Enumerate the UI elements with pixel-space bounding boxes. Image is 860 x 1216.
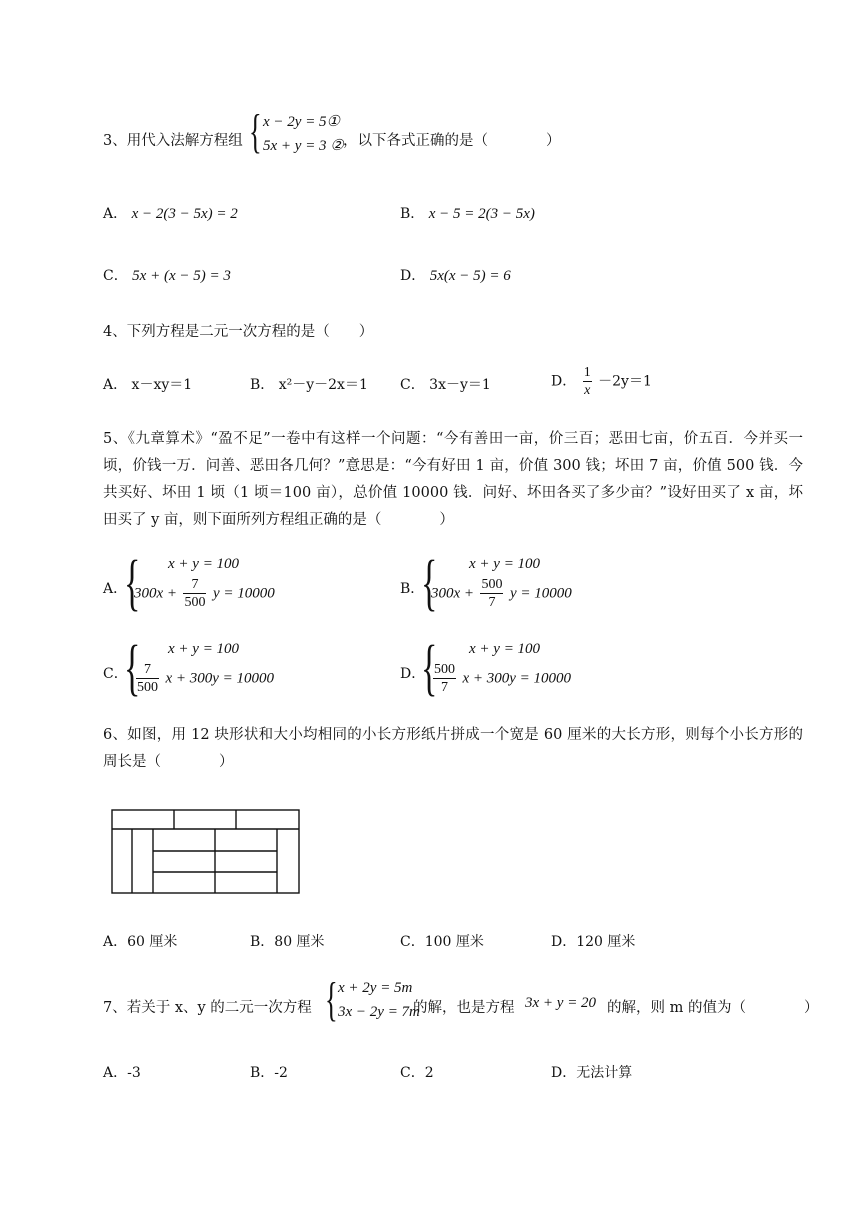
q5-option-d-system [421,634,601,702]
q7-stem-mid: 的解，也是方程 [413,1000,515,1016]
eq-top: x + y = 100 [469,556,541,572]
brace: { [421,634,438,702]
q7-stem-suffix: 的解，则 m 的值为（ ） [607,1000,819,1016]
fraction [583,364,592,399]
denominator: 7 [488,595,496,610]
eq-bottom [134,576,275,611]
numerator: 500 [434,662,455,677]
option-expr: 5x + (x − 5) = 3 [132,268,231,284]
q5-option-a-label: A． [103,581,128,597]
numerator: 7 [183,576,206,594]
option-rest: －2y＝1 [598,373,652,390]
q7-eq2: 3x − 2y = 7m [338,1004,420,1020]
fraction [433,661,456,696]
fraction [136,661,159,696]
option-label: B． [400,206,425,222]
q6-rectangle-figure [110,808,302,896]
q6-option-d: D．120 厘米 [551,934,636,950]
eq-bottom [431,661,571,696]
q7-brace: { [325,973,338,1026]
q3-eq2: 5x + y = 3 ② [263,138,344,154]
eq-pre: 300x + [134,585,178,602]
eq-bottom [431,576,572,611]
q3-option-d [400,265,511,285]
fraction [480,576,503,611]
q6-option-a: A．60 厘米 [103,934,178,950]
eq-top: x + y = 100 [469,641,541,657]
q3-stem-suffix: ，以下各式正确的是（ ） [343,133,561,149]
option-label: D． [400,268,426,284]
numerator: 1 [583,365,591,380]
q3-option-a [103,203,238,223]
eq-post: x + 300y = 10000 [165,670,275,687]
q5-option-b-system [421,549,601,617]
denominator: 500 [184,595,206,610]
q3-eq1: x − 2y = 5① [263,114,341,130]
eq-top: x + y = 100 [168,641,240,657]
denominator: 7 [441,680,448,695]
q3-stem-prefix: 3、用代入法解方程组 [103,133,243,149]
eq-post: x + 300y = 10000 [462,670,572,687]
q7-option-b: B．-2 [250,1065,288,1081]
q4-option-b: B． x²－y－2x＝1 [250,377,368,393]
q7-equation-system [325,973,425,1028]
q7-option-a: A．-3 [103,1065,141,1081]
option-label: A． [103,206,128,222]
brace: { [124,549,141,617]
option-expr: x − 5 = 2(3 − 5x) [428,206,535,222]
q5-option-a-system [124,549,304,617]
q7-eq1: x + 2y = 5m [338,980,413,996]
denominator: 500 [137,680,158,695]
numerator: 7 [136,661,159,679]
brace: { [124,634,141,702]
q7-option-d: D．无法计算 [551,1065,633,1081]
eq-post: y = 10000 [509,585,572,602]
option-expr: 5x(x − 5) = 6 [429,268,511,284]
numerator: 500 [481,577,503,592]
q4-option-c: C． 3x－y＝1 [400,377,491,393]
option-label: C． [103,268,128,284]
eq-pre: 300x + [431,585,475,602]
q3-option-b [400,203,535,223]
option-expr: x − 2(3 − 5x) = 2 [131,206,238,222]
q7-stem-prefix: 7、若关于 x、y 的二元一次方程 [103,1000,312,1016]
eq-bottom [134,661,274,696]
q4-option-a: A． x－xy＝1 [103,377,193,393]
q4-stem: 4、下列方程是二元一次方程的是（ ） [103,324,374,340]
brace: { [421,549,438,617]
q3-option-c [103,265,231,285]
q3-equation-system [249,105,349,160]
option-label: D． [551,373,577,390]
q5-option-b-label: B． [400,581,425,597]
q3-brace: { [249,105,262,158]
q6-option-c: C．100 厘米 [400,934,484,950]
denominator: x [584,383,591,398]
q5-option-d-label: D． [400,666,426,682]
eq-top: x + y = 100 [168,556,240,572]
q6-stem: 6、如图，用 12 块形状和大小均相同的小长方形纸片拼成一个宽是 60 厘米的大长方形，则每个小长方形的周长是（ ） [103,727,803,770]
q5-stem: 5、《九章算术》“盈不足”一卷中有这样一个问题：“今有善田一亩，价三百；恶田七亩，价五百．今并买一顷，价钱一万．问善、恶田各几何？”意思是：“今有好田 1 亩，价值 300 钱；坏田 7 亩，价值 500 钱．今共买好、坏田 1 顷（1 顷＝100 亩），总价值 10000 钱．问好、坏田各买了多少亩？”设好田买了 x 亩，坏田买了 y 亩，则下面所列方程组正确的是（ ） [103,431,803,528]
q5-option-c-system [124,634,304,702]
q7-option-c: C．2 [400,1065,434,1081]
q7-eq3: 3x + y = 20 [525,995,597,1011]
fraction [183,576,206,611]
q6-option-b: B．80 厘米 [250,934,325,950]
eq-post: y = 10000 [212,585,275,602]
q4-option-d [551,364,652,399]
q5-option-c-label: C． [103,666,128,682]
